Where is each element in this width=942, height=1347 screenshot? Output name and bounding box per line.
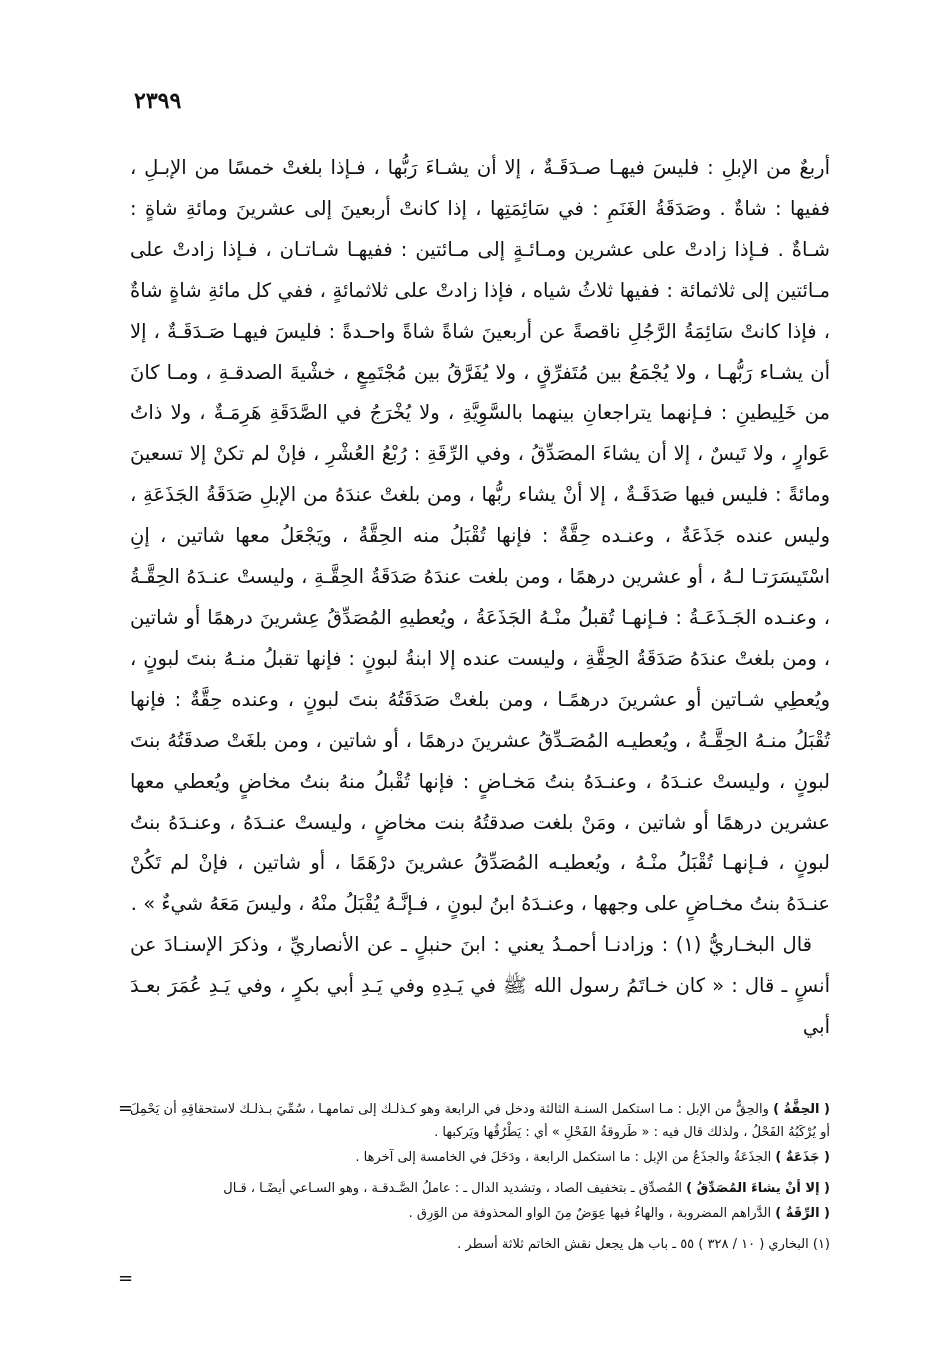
footnote-text: الدَّراهم المضروبة ، والهاءُ فيها عِوَضٌ مِنَ الواو المحذوفة من الوَرِق . — [408, 1206, 776, 1221]
footnote-continuation-marker: = — [118, 1268, 134, 1289]
page-number: ٢٣٩٩ — [134, 88, 182, 114]
body-paragraph: أربعٌ من الإبلِ : فليسَ فيهـا صـدَقَـةٌ ، إلا أن يشـاءَ رَبُّها ، فـإذا بلغتْ خمسًا من الإبـلِ ، ففيها : شاةٌ . وصَدَقَةُ الغَنَمِ : في سَائِمَتِها ، إذا كانتْ أربعينَ إلى عشرينَ ومائةِ شاةٍ : شـاةٌ . فـإذا زادتْ على عشرين ومـائـةٍ إلى مـائتين : ففيهـا شـاتـان ، فـإذا زادتْ على مـائتين إلى ثلاثمائة : ففيها ثلاثُ شياه ، فإذا زادتْ على ثلاثمائةٍ ، ففي كل مائةِ شاةٍ شاةٌ ، فإذا كانتْ سَائِمَةُ الرَّجُلِ ناقصةً عن أربعينَ شاةً شاةً واحـدةً : فليسَ فيهـا صَـدَقَـةٌ ، إلا أن يشـاء رَبُّهـا ، ولا يُجْمَعُ بين مُتَفرِّقٍ ، ولا يُفَرَّقُ بين مُجْتَمِعٍ ، خشْيةَ الصدقـةِ ، ومـا كانَ من خَلِيطينِ : فـإنهما يتراجعانِ بينهما بالسَّوِيَّةِ ، ولا يُخْرَجُ في الصَّدَقَةِ هَرِمَـةٌ ، ولا ذاتُ عَوارٍ ، ولا تَيسٌ ، إلا أن يشاءَ المصَدِّقُ ، وفي الرِّقَةِ : رُبْعُ العُشْرِ ، فإنْ لم تكنْ إلا تسعينَ ومائةً : فليس فيها صَدَقَـةٌ ، إلا أنْ يشاء ربُّها ، ومن بلغتْ عندَهُ من الإبلِ صَدَقَةُ الجَذَعَةِ ، وليس عنده جَذَعَةٌ ، وعنـده حِقَّةٌ : فإنها تُقْبَلُ منه الحِقَّةُ ، ويَجْعَلُ معها شاتين ، إنِ اسْتَيسَرَتـا لـهُ ، أو عشرين درهمًا ، ومن بلغت عندَهُ صَدَقَةُ الحِقَّـةِ ، وليستْ عنـدَهُ الحِقَّـةُ ، وعنـده الجَـذَعَـةُ : فـإنهـا تُقبلُ منْـهُ الجَذَعَةُ ، ويُعطيهِ المُصَدِّقُ عِشرينَ درهمًا أو شاتين ، ومن بلغتْ عندَهُ صَدَقَةُ الحِقَّةِ ، وليست عنده إلا ابنةُ لبونٍ : فإنها تقبلُ منـهُ بنتَ لبونٍ ، ويُعطِي شـاتين أو عشرينَ درهمًـا ، ومن بلغتْ صَدَقَتُهُ بنتَ لبونٍ ، وعنده حِقَّةٌ : فإنها تُقْبَلُ منـهُ الحِقَّـةُ ، ويُعطيـه المُصَـدِّقُ عشرينَ درهمًا ، أو شاتين ، ومن بلغَتْ صدقَتُهُ بنتَ لبونٍ ، وليستْ عنـدَهُ ، وعنـدَهُ بنتُ مَخـاضٍ : فإنها تُقْبلُ منهُ بنتُ مخاضٍ ويُعطي معها عشرين درهمًا أو شاتين ، ومَنْ بلغت صدقتُهُ بنت مخاضٍ ، وليستْ عنـدَهُ ، وعنـدَهُ بنتُ لبونٍ ، فـإنهـا تُقْبَلُ منْـهُ ، ويُعطيـه المُصَدِّقُ عشرينَ درْهَمًا ، أو شاتين ، فإنْ لم تَكُنْ عنـدَهُ بنتُ مخـاضٍ على وجهها ، وعنـدَهُ ابنُ لبونٍ ، فـإنَّـهُ يُقْبَلُ منْهُ ، وليسَ مَعَهُ شيءٌ » . — [130, 156, 830, 916]
footnotes-section — [130, 1098, 830, 1256]
footnote-item — [130, 1098, 830, 1144]
footnote-text: الجذَعَةُ والجذَعُ من الإبل : ما استكمل الرابعة ، ودَخَلَ في الخامسة إلى آخرها . — [355, 1150, 776, 1165]
footnote-term: ( جَذَعَةٌ ) — [775, 1150, 830, 1165]
footnote-item — [130, 1202, 830, 1225]
footnote-term: ( الحِقَّةُ ) — [773, 1102, 830, 1117]
footnote-term: ( إلا أنْ يشاءَ المُصَدِّقُ ) — [686, 1181, 830, 1196]
body-paragraph: قال البخـاريُّ (١) : وزادنـا أحمـدُ يعني : ابنَ حنبلٍ ـ عن الأنصاريِّ ، وذكرَ الإسنـادَ عن أنسٍ ـ قال : « كان خـاتَمُ رسول الله ﷺ في يَـدِهِ وفي يَـدِ أبي بكرٍ ، وفي يَـدِ عُمَرَ بعـدَ أبي — [130, 933, 830, 1039]
footnote-text: والحِقُّ من الإبل : مـا استكمل السنـة الثالثة ودخل في الرابعة وهو كـذلـك إلى تمامهـا ، سُمِّيَ بـذلـك لاستحقاقِهِ أن يَحْمِلَ أو يُرْكَبُهُ الفَحْلُ ، ولذلك قال فيه : « طَروقةُ الفَحْلِ » أي : يَطْرُقُها ويَركبها . — [130, 1102, 830, 1140]
footnote-item — [130, 1146, 830, 1169]
footnote-item — [130, 1177, 830, 1200]
source-reference: (١) البخاري ( ١٠ / ٣٢٨ ) ٥٥ ـ باب هل يجعل نقش الخاتم ثلاثة أسطر . — [457, 1237, 830, 1252]
footnote-text: المُصدِّق ـ بتخفيف الصاد ، وتشديد الدال ـ : عاملُ الصَّـدقـة ، وهو السـاعي أيضًـا ، قـال — [223, 1181, 687, 1196]
footnote-term: ( الرِّقَةُ ) — [775, 1206, 830, 1221]
main-text-body — [130, 148, 830, 1048]
footnote-continuation-marker: = — [118, 1098, 134, 1119]
